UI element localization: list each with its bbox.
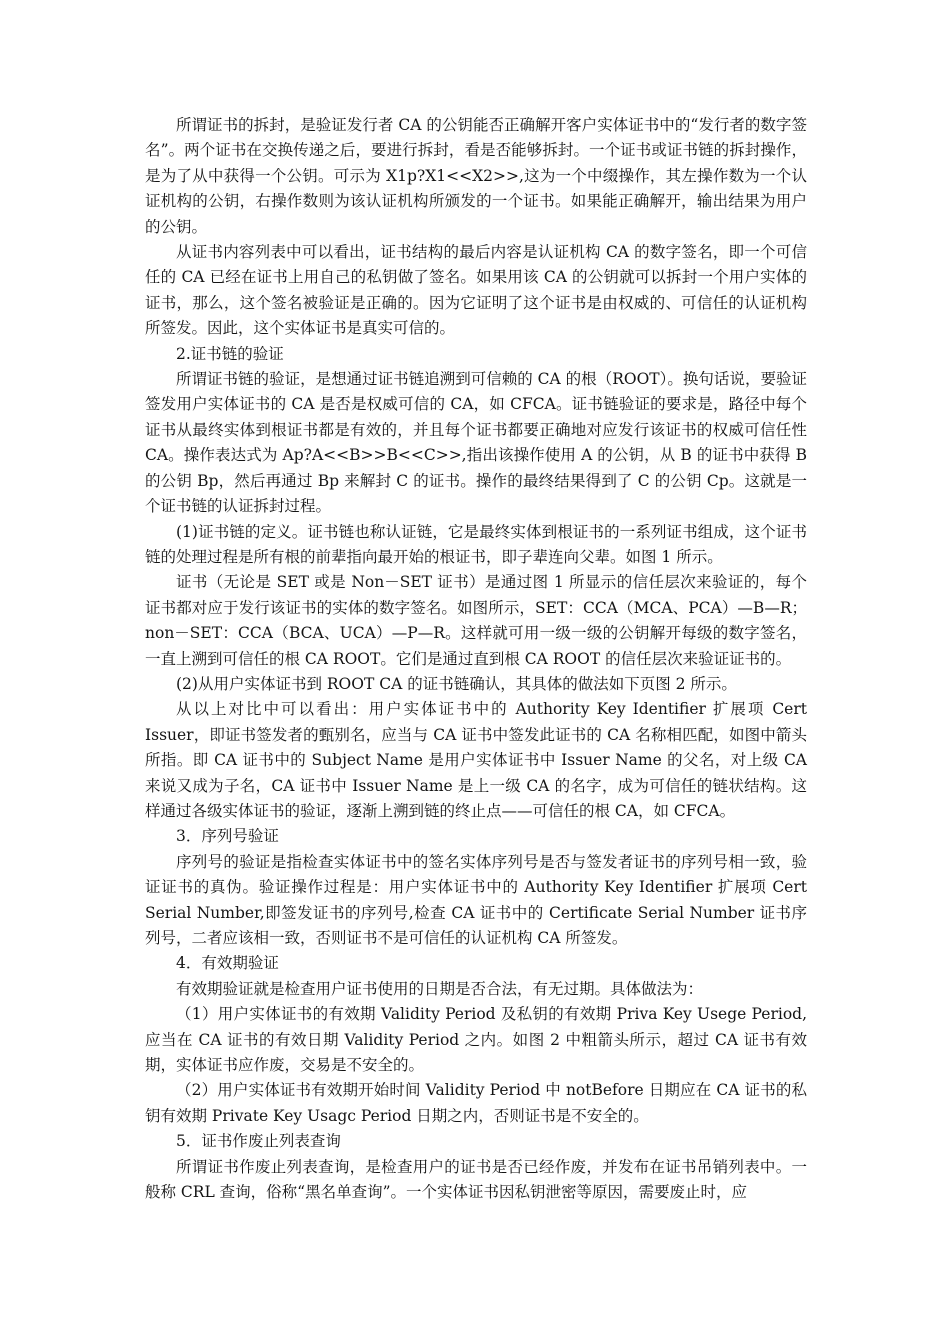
- paragraph-chain-definition: (1)证书链的定义。证书链也称认证链，它是最终实体到根证书的一系列证书组成，这个证书链的处理过程是所有根的前辈指向最开始的根证书，即子辈连向父辈。如图 1 所示。: [145, 522, 807, 566]
- paragraph-validity-item-2: （2）用户实体证书有效期开始时间 Validity Period 中 notBefore 日期应在 CA 证书的私钥有效期 Private Key Usagc Period 日期之内，否则证书是不安全的。: [145, 1081, 807, 1125]
- paragraph-ca-signature: 从证书内容列表中可以看出，证书结构的最后内容是认证机构 CA 的数字签名，即一个可信任的 CA 已经在证书上用自己的私钥做了签名。如果用该 CA 的公钥就可以拆封一个用户实体的证书，那么，这个签名被验证是正确的。因为它证明了这个证书是由权威的、可信任的认证机构所签发。因此，这个实体证书是真实可信的。: [145, 243, 807, 338]
- section-heading-validity: 4．有效期验证: [176, 954, 279, 973]
- paragraph-serial-number: 序列号的验证是指检查实体证书中的签名实体序列号是否与签发者证书的序列号相一致，验证证书的真伪。验证操作过程是：用户实体证书中的 Authority Key Identifier 扩展项 Cert Serial Number,即签发证书的序列号,检查 CA 证书中的 Certificate Serial Number 证书序列号，二者应该相一致，否则证书不是可信任的认证机构 CA 所签发。: [145, 852, 807, 947]
- paragraph-comparison: 从以上对比中可以看出：用户实体证书中的 Authority Key Identifier 扩展项 Cert Issuer，即证书签发者的甄别名，应当与 CA 证书中签发此证书的 CA 名称相匹配，如图中箭头所指。即 CA 证书中的 Subject Name 是用户实体证书中 Issuer Name 的父名，对上级 CA 来说又成为子名，CA 证书中 Issuer Name 是上一级 CA 的名字，成为可信任的链状结构。这样通过各级实体证书的验证，逐渐上溯到链的终止点——可信任的根 CA，如 CFCA。: [145, 700, 807, 820]
- paragraph-certificate-unsealing: 所谓证书的拆封，是验证发行者 CA 的公钥能否正确解开客户实体证书中的“发行者的数字签名”。两个证书在交换传递之后，要进行拆封，看是否能够拆封。一个证书或证书链的拆封操作，是为了从中获得一个公钥。可示为 X1p?X1<<X2>>,这为一个中缀操作，其左操作数为一个认证机构的公钥，右操作数则为该认证机构所颁发的一个证书。如果能正确解开，输出结果为用户的公钥。: [145, 116, 807, 236]
- paragraph-trust-hierarchy: 证书（无论是 SET 或是 Non－SET 证书）是通过图 1 所显示的信任层次来验证的，每个证书都对应于发行该证书的实体的数字签名。如图所示，SET：CCA（MCA、PCA）—B—R；non－SET：CCA（BCA、UCA）—P—R。这样就可用一级一级的公钥解开每级的数字签名，一直上溯到可信任的根 CA ROOT。它们是通过直到根 CA ROOT 的信任层次来验证证书的。: [145, 573, 807, 668]
- section-heading-chain-verification: 2.证书链的验证: [176, 344, 284, 363]
- paragraph-validity-intro: 有效期验证就是检查用户证书使用的日期是否合法，有无过期。具体做法为：: [176, 979, 704, 998]
- paragraph-chain-verification: 所谓证书链的验证，是想通过证书链追溯到可信赖的 CA 的根（ROOT）。换句话说，要验证签发用户实体证书的 CA 是否是权威可信的 CA，如 CFCA。证书链验证的要求是，路径中每个证书从最终实体到根证书都是有效的，并且每个证书都要正确地对应发行该证书的权威可信任性 CA。操作表达式为 Ap?A<<B>>B<<C>>,指出该操作使用 A 的公钥，从 B 的证书中获得 B 的公钥 Bp，然后再通过 Bp 来解封 C 的证书。操作的最终结果得到了 C 的公钥 Cp。这就是一个证书链的认证拆封过程。: [145, 370, 807, 516]
- paragraph-root-ca-confirmation: (2)从用户实体证书到 ROOT CA 的证书链确认，其具体的做法如下页图 2 所示。: [176, 674, 737, 693]
- section-heading-crl: 5．证书作废止列表查询: [176, 1132, 341, 1151]
- document-body: [145, 113, 807, 1205]
- paragraph-crl: 所谓证书作废止列表查询，是检查用户的证书是否已经作废，并发布在证书吊销列表中。一般称 CRL 查询，俗称“黑名单查询”。一个实体证书因私钥泄密等原因，需要废止时，应: [145, 1157, 807, 1202]
- paragraph-validity-item-1: （1）用户实体证书的有效期 Validity Period 及私钥的有效期 Priva Key Usege Period,应当在 CA 证书的有效日期 Validity Period 之内。如图 2 中粗箭头所示，超过 CA 证书有效期，实体证书应作废，交易是不安全的。: [145, 1005, 807, 1075]
- section-heading-serial-number: 3．序列号验证: [176, 827, 279, 846]
